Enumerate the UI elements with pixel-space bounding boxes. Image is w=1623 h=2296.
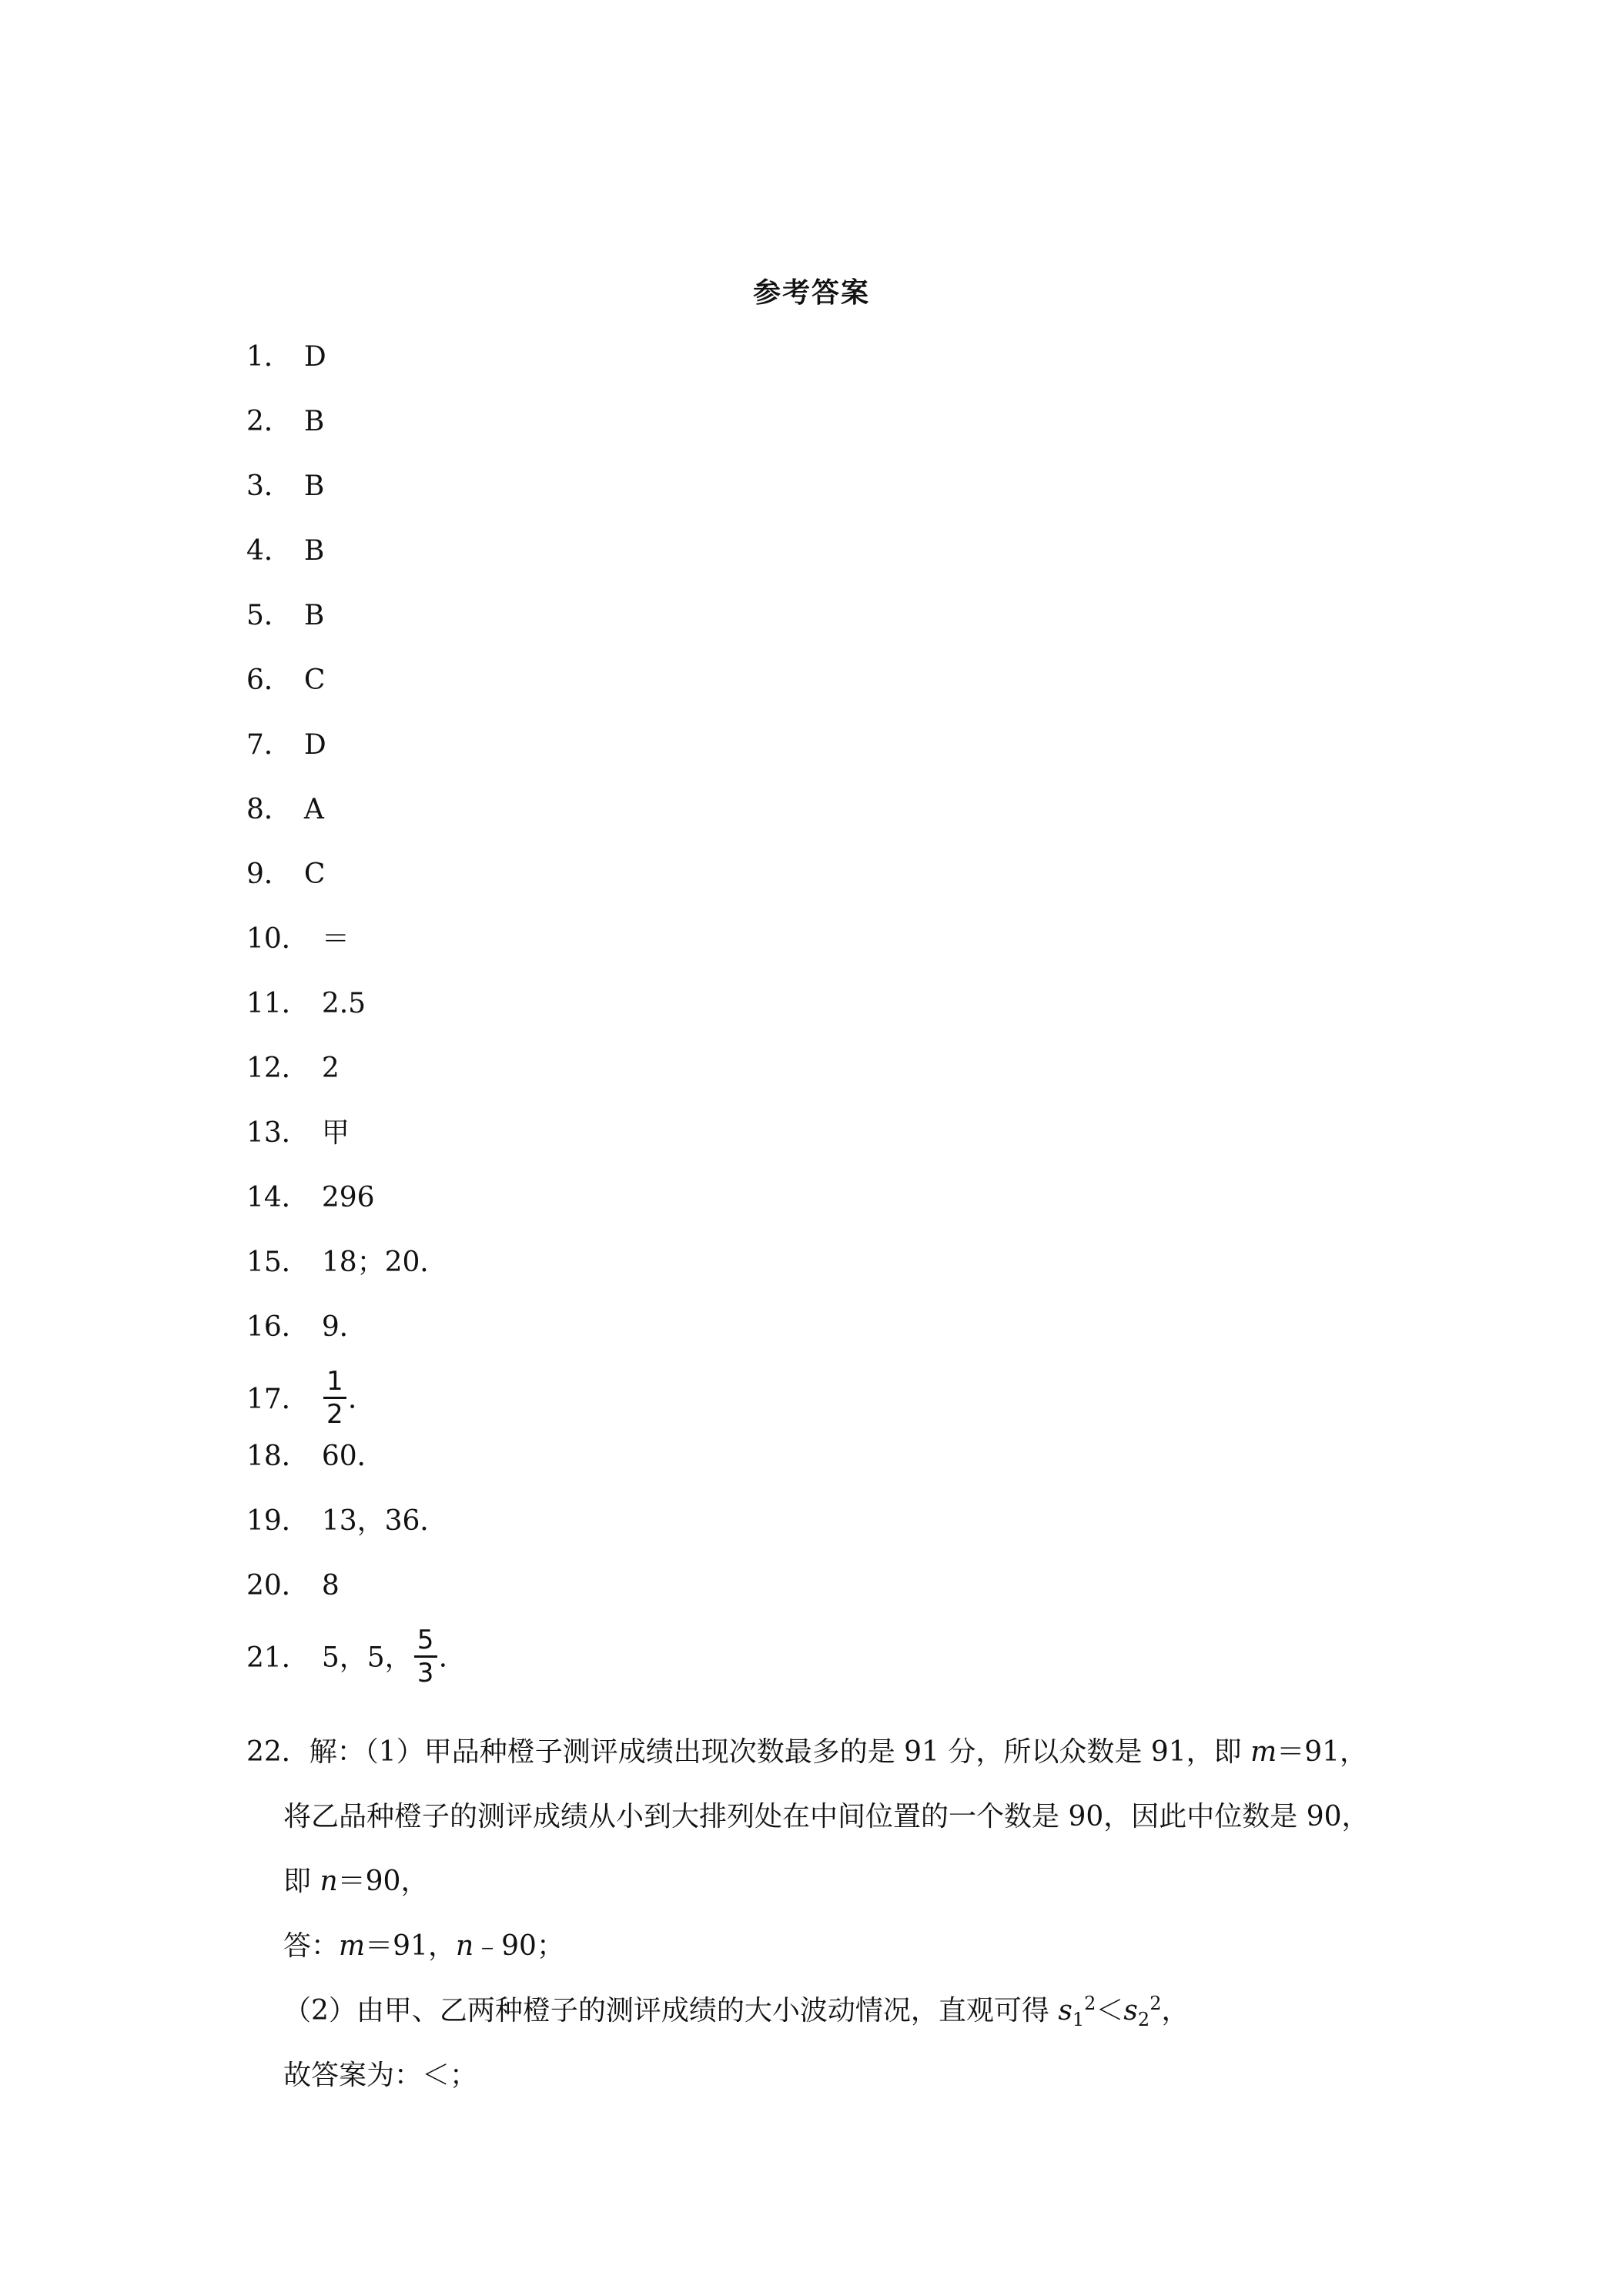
solution-line: 将乙品种橙子的测评成绩从小到大排列处在中间位置的一个数是 90，因此中位数是 90， <box>283 1801 1370 1832</box>
superscript: 2 <box>1084 1993 1096 2014</box>
answer-item <box>246 659 1401 724</box>
answer-value: 2.5 <box>321 988 366 1019</box>
answer-number: 4． <box>246 535 292 567</box>
solution-text: ＝90， <box>337 1866 429 1897</box>
answer-item <box>246 1112 1401 1176</box>
variable-s1: s <box>1058 1995 1073 2027</box>
answer-item <box>246 918 1401 982</box>
answer-value: 9． <box>321 1311 367 1343</box>
variable-m: m <box>1250 1736 1277 1768</box>
answer-number: 17． <box>246 1383 310 1415</box>
answer-value: C <box>303 664 326 696</box>
solution-line <box>246 1925 1447 1990</box>
answer-value: B <box>303 600 325 631</box>
fraction-numerator: 5 <box>417 1625 434 1655</box>
answer-number: 5． <box>246 600 292 631</box>
answer-number: 11． <box>246 988 310 1019</box>
solution-text: ＝91， <box>365 1930 456 1962</box>
answer-number: 15． <box>246 1247 310 1278</box>
answer-number: 1． <box>246 341 292 373</box>
variable-n: n <box>320 1866 338 1897</box>
answer-value: 甲 <box>321 1117 350 1149</box>
answer-number: 19． <box>246 1505 310 1537</box>
answer-value: 8 <box>321 1570 340 1602</box>
answer-item <box>246 1500 1401 1565</box>
variable-s2: s <box>1123 1995 1138 2027</box>
answer-number: 16． <box>246 1311 310 1343</box>
less-than-sign: ＜ <box>1096 1995 1124 2027</box>
answer-value <box>321 1625 448 1690</box>
answer-item <box>246 530 1401 594</box>
answer-item <box>246 336 1401 400</box>
answer-value: D <box>303 729 326 761</box>
answer-value: D <box>303 341 326 373</box>
answer-value: 60． <box>321 1441 385 1472</box>
answer-number: 12． <box>246 1053 310 1084</box>
solution-text: 答： <box>283 1930 340 1962</box>
page-title: 参考答案 <box>752 276 870 309</box>
answer-item <box>246 724 1401 788</box>
answer-number: 6． <box>246 664 292 696</box>
answer-value: A <box>303 794 324 825</box>
answer-number: 10． <box>246 923 310 955</box>
answer-number: 21． <box>246 1642 310 1674</box>
answer-tail: . <box>438 1642 448 1674</box>
answer-item <box>246 594 1401 659</box>
fraction-denominator: 2 <box>326 1399 343 1430</box>
answer-value: B <box>303 535 325 567</box>
answer-item <box>246 1306 1401 1371</box>
solution-text: 即 <box>283 1866 320 1897</box>
answer-number: 2． <box>246 406 292 437</box>
answer-value: ＝ <box>321 923 350 955</box>
answer-value: B <box>303 406 325 437</box>
subscript: 1 <box>1072 2009 1085 2031</box>
answer-value-text: 5，5， <box>321 1642 413 1674</box>
solution-line: 故答案为：＜； <box>283 2060 478 2091</box>
answer-item <box>246 1241 1401 1306</box>
solution-line <box>246 1731 1447 1796</box>
answer-item <box>246 1435 1401 1500</box>
answer-number: 3． <box>246 470 292 502</box>
variable-n: n <box>455 1930 474 1962</box>
answer-item <box>246 1047 1401 1112</box>
fraction <box>414 1626 437 1687</box>
answer-number: 7． <box>246 729 292 761</box>
subscript: 2 <box>1137 2009 1150 2031</box>
solution-text: ＝91， <box>1277 1736 1368 1768</box>
answer-item <box>246 1176 1401 1241</box>
answer-item-fraction <box>246 1366 1401 1435</box>
solution-text: ， <box>1161 1995 1190 2027</box>
answer-item <box>246 788 1401 853</box>
answer-number: 14． <box>246 1182 310 1213</box>
variable-m: m <box>339 1930 366 1962</box>
answer-list <box>246 336 1401 1694</box>
answer-item-fraction <box>246 1625 1401 1694</box>
answer-value: C <box>303 858 326 890</box>
answer-value <box>322 1366 357 1431</box>
answer-value: B <box>303 470 325 502</box>
answer-item <box>246 400 1401 465</box>
answer-number: 20． <box>246 1570 310 1602</box>
solution-line <box>246 1990 1447 2054</box>
fraction-denominator: 3 <box>417 1658 434 1689</box>
fraction-numerator: 1 <box>326 1366 343 1397</box>
solution-text: ﹣90； <box>474 1930 564 1962</box>
answer-item <box>246 982 1401 1047</box>
fraction <box>323 1367 346 1428</box>
answer-number: 9． <box>246 858 292 890</box>
answer-number: 8． <box>246 794 292 825</box>
answer-number: 13． <box>246 1117 310 1149</box>
superscript: 2 <box>1149 1993 1162 2014</box>
answer-tail: . <box>347 1383 357 1415</box>
answer-item <box>246 1565 1401 1629</box>
answer-value: 18；20． <box>321 1247 448 1278</box>
answer-item <box>246 853 1401 918</box>
solution-line <box>246 1860 1447 1925</box>
answer-value: 296 <box>321 1182 375 1213</box>
answer-item <box>246 465 1401 530</box>
answer-number: 18． <box>246 1441 310 1472</box>
solution-22 <box>246 1731 1447 2119</box>
answer-value: 2 <box>321 1053 340 1084</box>
solution-text: （2）由甲、乙两种橙子的测评成绩的大小波动情况，直观可得 <box>283 1995 1059 2027</box>
answer-value: 13，36． <box>321 1505 448 1537</box>
solution-text: 22．解：（1）甲品种橙子测评成绩出现次数最多的是 91 分，所以众数是 91，即 <box>246 1736 1251 1768</box>
